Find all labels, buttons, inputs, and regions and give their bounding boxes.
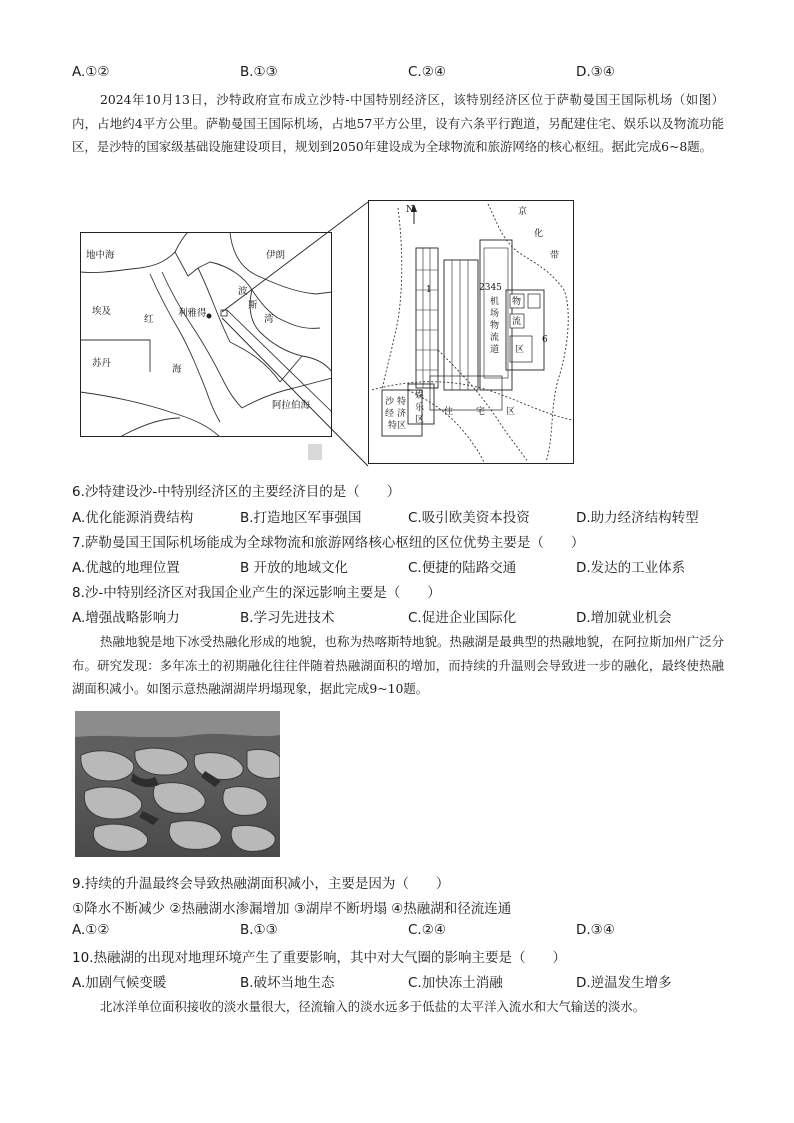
q7-option-d[interactable]: D.发达的工业体系 xyxy=(576,560,686,576)
q7-option-b[interactable]: B 开放的地域文化 xyxy=(240,560,349,576)
label-runway-6: 6 xyxy=(542,335,548,345)
label-airport-dao: 道 xyxy=(490,345,500,355)
label-gulf-1: 波 xyxy=(238,286,248,297)
label-te: 特 xyxy=(397,397,407,407)
q9-option-a[interactable]: A.①② xyxy=(72,922,110,938)
label-airport-ji: 机 xyxy=(490,297,500,307)
q10-option-a[interactable]: A.加剧气候变暖 xyxy=(72,975,167,991)
label-qu: 区 xyxy=(515,345,525,355)
q5-option-d[interactable]: D.③④ xyxy=(576,64,615,80)
label-zhai: 宅 xyxy=(476,407,486,417)
q10-option-c[interactable]: C.加快冻土消融 xyxy=(408,975,503,991)
airport-inset-map xyxy=(368,200,574,464)
label-runway-nums: 2345 xyxy=(479,283,502,293)
label-ji2: 济 xyxy=(397,409,407,419)
q8-option-b[interactable]: B.学习先进技术 xyxy=(240,610,335,626)
scan-smudge xyxy=(308,444,322,460)
label-arabian-sea: 阿拉伯海 xyxy=(272,400,311,411)
passage-arctic xyxy=(72,995,724,1019)
label-sudan: 苏丹 xyxy=(92,358,112,369)
label-riyadh: 利雅得 xyxy=(178,308,207,319)
label-airport-chang: 场 xyxy=(490,309,500,319)
q10-option-b[interactable]: B.破坏当地生态 xyxy=(240,975,335,991)
q10-stem: 10.热融湖的出现对地理环境产生了重要影响，其中对大气圈的影响主要是（ ） xyxy=(72,950,566,966)
label-dai: 带 xyxy=(550,251,560,261)
inset-connector xyxy=(222,200,372,470)
label-jing: 京 xyxy=(518,207,528,217)
q9-option-c[interactable]: C.②④ xyxy=(408,922,446,938)
q7-option-a[interactable]: A.优越的地理位置 xyxy=(72,560,180,576)
label-lequ: 区 xyxy=(415,415,425,425)
q7-option-c[interactable]: C.便捷的陆路交通 xyxy=(408,560,517,576)
label-red: 红 xyxy=(144,314,154,325)
q9-stem: 9.持续的升温最终会导致热融湖面积减小，主要是因为（ ） xyxy=(72,876,450,892)
passage-thermokarst xyxy=(72,630,724,701)
q9-choices: ①降水不断减少 ②热融湖水渗漏增加 ③湖岸不断坍塌 ④热融湖和径流连通 xyxy=(72,901,512,917)
q6-option-d[interactable]: D.助力经济结构转型 xyxy=(576,510,699,526)
label-liu: 流 xyxy=(512,317,522,327)
label-runway-1: 1 xyxy=(426,285,432,295)
label-zhu: 住 xyxy=(444,407,454,417)
thermokarst-lake-photo xyxy=(75,711,280,857)
q9-options xyxy=(72,922,732,942)
q5-option-c[interactable]: C.②④ xyxy=(408,64,446,80)
north-label: N xyxy=(406,205,414,215)
passage-saudi-zone-text: 2024年10月13日，沙特政府宣布成立沙特-中国特别经济区，该特别经济区位于萨勒曼国王国际机场（如图）内，占地约4平方公里。萨勒曼国王国际机场，占地57平方公里，设有六条平行跑道，另配建住宅、娱乐以及物流功能区，是沙特的国家级基础设施建设项目，规划到2050年建设成为全球物流和旅游网络的核心枢纽。据此完成6~8题。 xyxy=(72,92,724,154)
q5-option-a[interactable]: A.①② xyxy=(72,64,110,80)
label-wu: 物 xyxy=(512,297,522,307)
q6-stem: 6.沙特建设沙-中特别经济区的主要经济目的是（ ） xyxy=(72,484,401,500)
label-airport-liu: 流 xyxy=(490,333,500,343)
passage-saudi-zone xyxy=(72,88,724,159)
q6-option-b[interactable]: B.打造地区军事强国 xyxy=(240,510,362,526)
q7-stem: 7.萨勒曼国王国际机场能成为全球物流和旅游网络核心枢纽的区位优势主要是（ ） xyxy=(72,535,585,551)
label-le: 乐 xyxy=(415,403,425,413)
label-gulf-2: 斯 xyxy=(248,300,258,311)
label-yu: 娱 xyxy=(415,391,425,401)
label-airport-wu: 物 xyxy=(490,321,500,331)
label-zhaiqu: 区 xyxy=(506,407,516,417)
label-iran: 伊朗 xyxy=(266,250,286,261)
label-tequ: 特区 xyxy=(388,421,407,431)
q6-option-c[interactable]: C.吸引欧美资本投资 xyxy=(408,510,530,526)
label-sha: 沙 xyxy=(385,397,395,407)
q6-options xyxy=(72,506,732,526)
q8-stem: 8.沙-中特别经济区对我国企业产生的深远影响主要是（ ） xyxy=(72,585,441,601)
q6-option-a[interactable]: A.优化能源消费结构 xyxy=(72,510,194,526)
q9-option-d[interactable]: D.③④ xyxy=(576,922,615,938)
label-jing2: 经 xyxy=(385,409,395,419)
q10-option-d[interactable]: D.逆温发生增多 xyxy=(576,975,672,991)
label-egypt: 埃及 xyxy=(92,306,112,317)
label-hua: 化 xyxy=(534,229,544,239)
label-gulf-3: 湾 xyxy=(264,314,274,325)
q5-options xyxy=(72,64,732,84)
passage-arctic-text: 北冰洋单位面积接收的淡水量很大，径流输入的淡水远多于低盐的太平洋入流水和大气输送的淡水。 xyxy=(100,999,646,1014)
label-mediterranean: 地中海 xyxy=(86,250,115,261)
q8-option-d[interactable]: D.增加就业机会 xyxy=(576,610,672,626)
q9-option-b[interactable]: B.①③ xyxy=(240,922,278,938)
q8-option-a[interactable]: A.增强战略影响力 xyxy=(72,610,180,626)
q5-option-b[interactable]: B.①③ xyxy=(240,64,278,80)
q7-options xyxy=(72,556,732,576)
q8-options xyxy=(72,606,732,626)
label-sea: 海 xyxy=(172,364,182,375)
q10-options xyxy=(72,971,732,991)
passage-thermokarst-text: 热融地貌是地下冰受热融化形成的地貌，也称为热喀斯特地貌。热融湖是最典型的热融地貌，在阿拉斯加州广泛分布。研究发现：多年冻土的初期融化往往伴随着热融湖面积的增加，而持续的升温则会导致进一步的融化，最终使热融湖面积减小。如图示意热融湖湖岸坍塌现象，据此完成9~10题。 xyxy=(72,634,724,696)
q8-option-c[interactable]: C.促进企业国际化 xyxy=(408,610,517,626)
